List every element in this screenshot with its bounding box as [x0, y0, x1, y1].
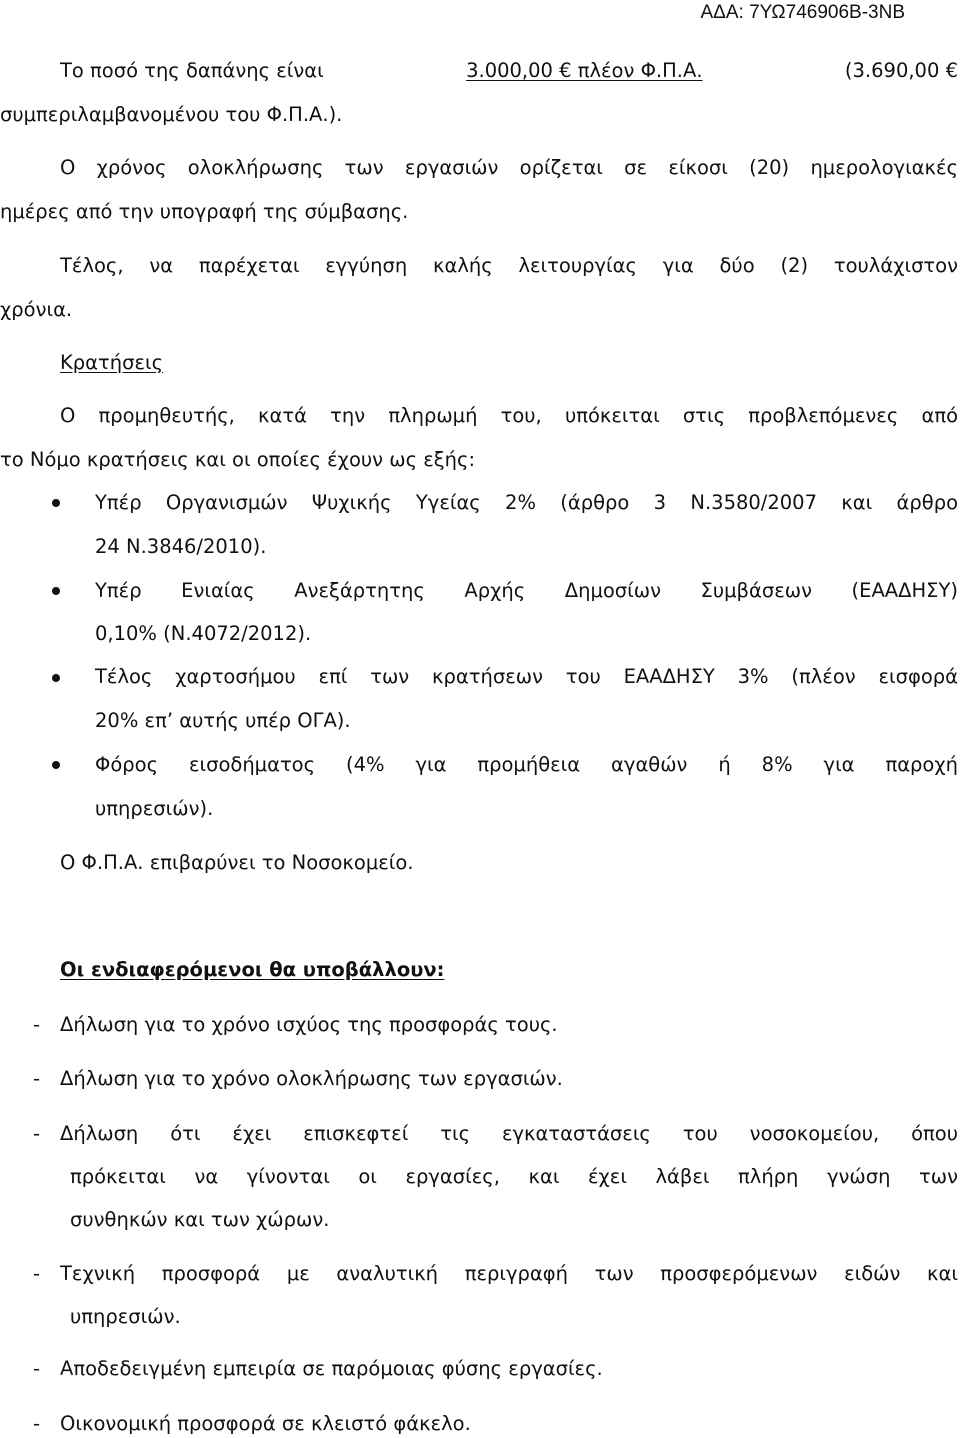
dash-marker: - — [33, 1067, 41, 1090]
submission-heading: Οι ενδιαφερόμενοι θα υποβάλλουν: — [60, 958, 445, 981]
submission-item-3-line-1: Δήλωση ότι έχει επισκεφτεί τις εγκαταστάσεις του νοσοκομείου, όπου — [60, 1122, 958, 1145]
submission-item-5: Αποδεδειγμένη εμπειρία σε παρόμοιας φύσης εργασίες. — [60, 1357, 603, 1380]
deduction-item-3-line-2: 20% επ’ αυτής υπέρ ΟΓΑ). — [95, 709, 351, 732]
submission-item-4-line-1: Τεχνική προσφορά με αναλυτική περιγραφή των προσφερόμενων ειδών και — [60, 1262, 958, 1285]
completion-line-1: Ο χρόνος ολοκλήρωσης των εργασιών ορίζεται σε είκοσι (20) ημερολογιακές — [60, 156, 958, 179]
deduction-item-4-line-1: Φόρος εισοδήματος (4% για προμήθεια αγαθών ή 8% για παροχή — [95, 753, 958, 776]
bullet-icon — [52, 761, 60, 769]
deduction-item-1-line-2: 24 Ν.3846/2010). — [95, 535, 267, 558]
deductions-intro-line-1: Ο προμηθευτής, κατά την πληρωμή του, υπόκειται στις προβλεπόμενες από — [60, 404, 958, 427]
deduction-item-3-line-1: Τέλος χαρτοσήμου επί των κρατήσεων του ΕΑΑΔΗΣΥ 3% (πλέον εισφορά — [95, 665, 958, 688]
dash-marker: - — [33, 1262, 41, 1285]
bullet-icon — [52, 587, 60, 595]
cost-prefix: Το ποσό της δαπάνης είναι — [60, 59, 324, 82]
submission-item-3-line-2: πρόκειται να γίνονται οι εργασίες, και έχει λάβει πλήρη γνώση των — [70, 1165, 958, 1188]
cost-line-2: συμπεριλαμβανομένου του Φ.Π.Α.). — [0, 103, 343, 126]
vat-note: Ο Φ.Π.Α. επιβαρύνει το Νοσοκομείο. — [60, 851, 414, 874]
cost-line-1 — [60, 60, 958, 82]
bullet-icon — [52, 499, 60, 507]
bullet-icon — [52, 674, 60, 682]
deductions-intro-line-2: το Νόμο κρατήσεις και οι οποίες έχουν ως εξής: — [0, 448, 476, 471]
warranty-line-2: χρόνια. — [0, 298, 73, 321]
submission-item-2: Δήλωση για το χρόνο ολοκλήρωσης των εργασιών. — [60, 1067, 563, 1090]
submission-item-6: Οικονομική προσφορά σε κλειστό φάκελο. — [60, 1412, 471, 1435]
submission-item-3-line-3: συνθηκών και των χώρων. — [70, 1208, 330, 1231]
dash-marker: - — [33, 1122, 41, 1145]
deduction-item-2-line-2: 0,10% (Ν.4072/2012). — [95, 622, 312, 645]
submission-item-4-line-2: υπηρεσιών. — [70, 1305, 181, 1328]
ada-code: ΑΔΑ: 7ΥΩ746906Β-3ΝΒ — [700, 2, 905, 23]
dash-marker: - — [33, 1412, 41, 1435]
dash-marker: - — [33, 1013, 41, 1036]
deduction-item-4-line-2: υπηρεσιών). — [95, 797, 214, 820]
cost-total: (3.690,00 € — [844, 59, 958, 82]
deduction-item-1-line-1: Υπέρ Οργανισμών Ψυχικής Υγείας 2% (άρθρο 3 Ν.3580/2007 και άρθρο — [95, 491, 958, 514]
completion-line-2: ημέρες από την υπογραφή της σύμβασης. — [0, 200, 409, 223]
cost-amount: 3.000,00 € πλέον Φ.Π.Α. — [466, 59, 703, 82]
warranty-line-1: Τέλος, να παρέχεται εγγύηση καλής λειτουργίας για δύο (2) τουλάχιστον — [60, 254, 958, 277]
deduction-item-2-line-1: Υπέρ Ενιαίας Ανεξάρτητης Αρχής Δημοσίων Συμβάσεων (ΕΑΑΔΗΣΥ) — [95, 579, 958, 602]
deductions-heading: Κρατήσεις — [60, 351, 164, 374]
submission-item-1: Δήλωση για το χρόνο ισχύος της προσφοράς τους. — [60, 1013, 558, 1036]
dash-marker: - — [33, 1357, 41, 1380]
